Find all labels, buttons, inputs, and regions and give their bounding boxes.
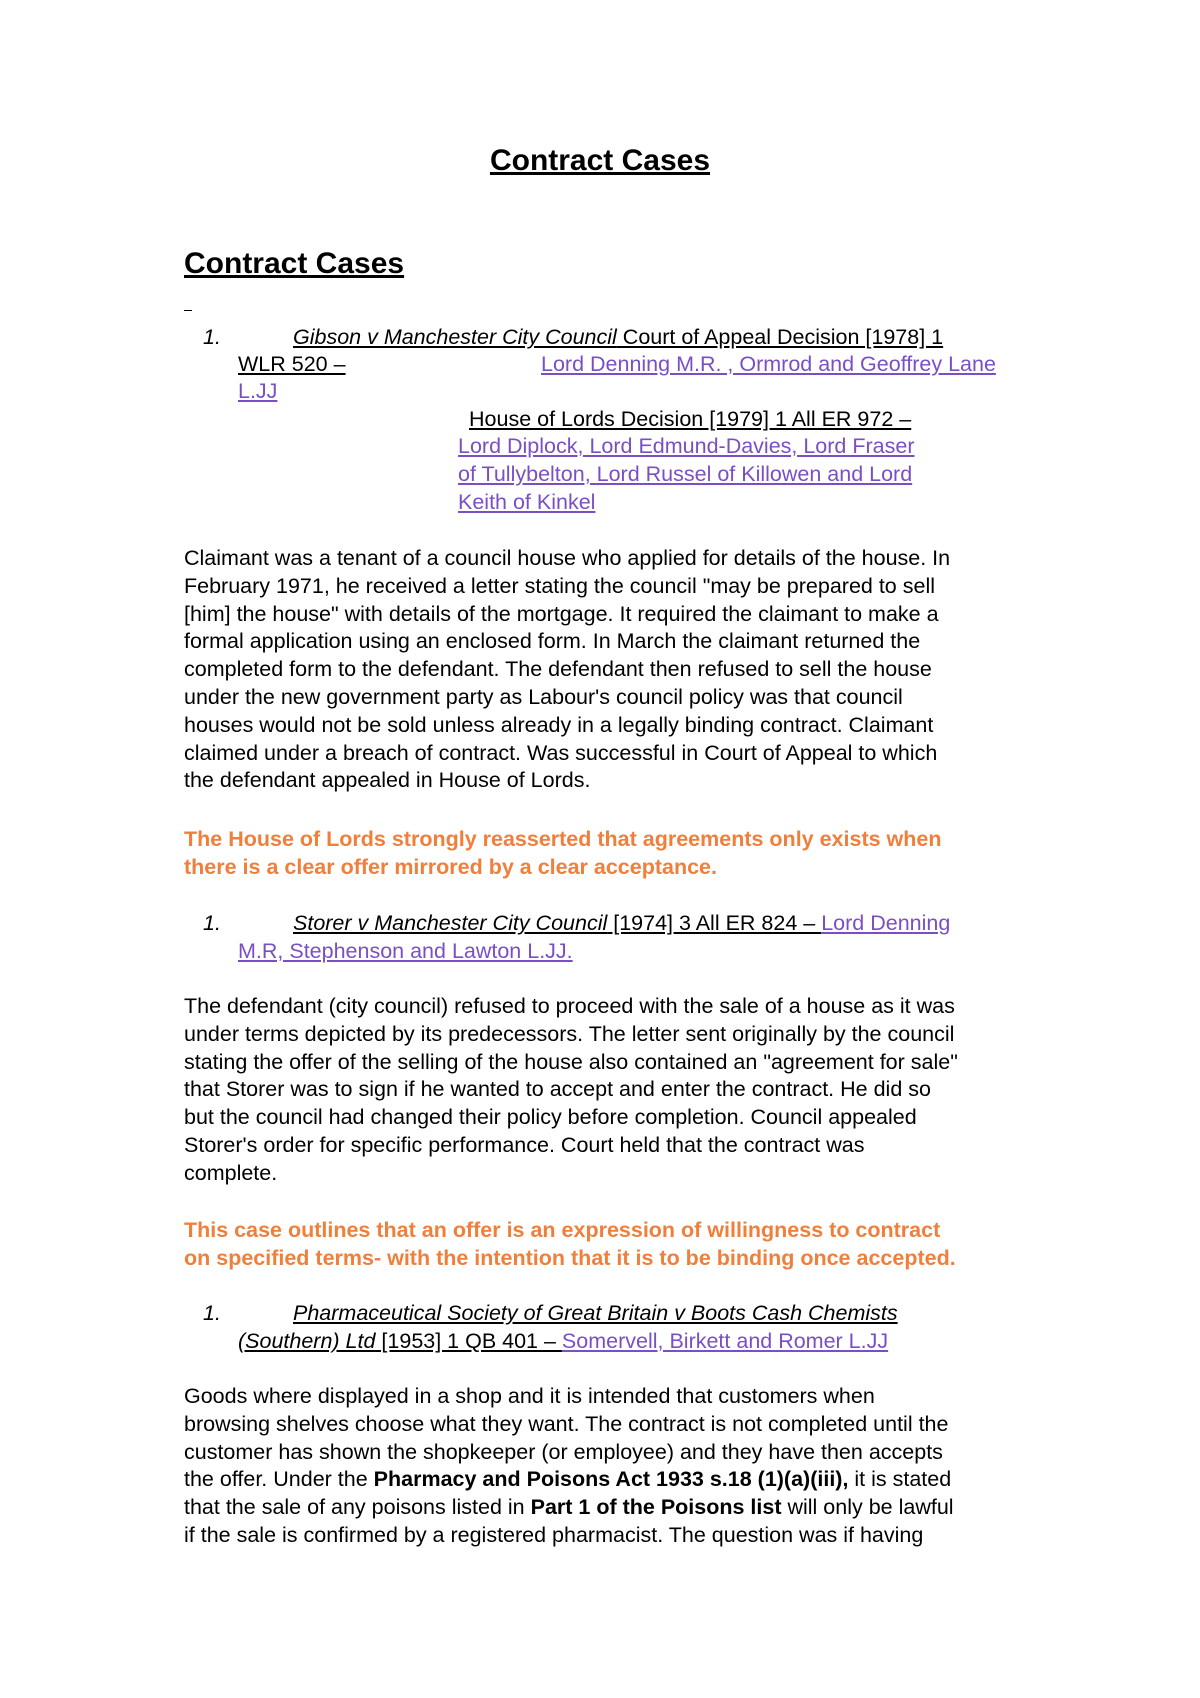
paragraph-line: that Storer was to sign if he wanted to accept and enter the contract. He did so [184,1077,931,1102]
paragraph-line: claimed under a breach of contract. Was successful in Court of Appeal to which [184,740,938,765]
case-1-name: Gibson v Manchester City Council [293,325,617,349]
poisons-list-reference: Part 1 of the Poisons list [530,1495,782,1520]
case-3-citation: [1953] 1 QB 401 – [375,1329,562,1353]
case-2-name: Storer v Manchester City Council [293,911,608,935]
case-1-hol-line [469,405,911,433]
paragraph-line: [him] the house" with details of the mortgage. It required the claimant to make a [184,601,939,626]
case-1-heading-line [293,323,943,351]
paragraph-line: customer has shown the shopkeeper (or employee) and they have then accepts [184,1439,943,1464]
case-2-judges-a[interactable]: Lord Denning [821,911,951,935]
principle-line: The House of Lords strongly reasserted that agreements only exists when [184,827,942,851]
case-2-number: 1. [203,911,221,935]
text-run: that the sale of any poisons listed in [184,1495,531,1520]
case-1-court: Court of Appeal Decision [1978] 1 [616,325,944,349]
statute-reference: Pharmacy and Poisons Act 1933 s.18 (1)(a)(iii), [373,1467,849,1492]
case-1-hol-decision: House of Lords Decision [1979] 1 All ER 972 – [469,407,912,431]
case-1-citation-line [238,350,346,378]
text-run: the offer. Under the [184,1467,374,1492]
case-3-heading-line [293,1299,898,1327]
case-2-principle [184,1216,956,1272]
case-3-number: 1. [203,1301,221,1325]
paragraph-line: under the new government party as Labour's council policy was that council [184,684,903,709]
case-2-judges-b[interactable]: M.R, Stephenson and Lawton L.JJ. [238,939,573,963]
paragraph-line: if the sale is confirmed by a registered pharmacist. The question was if having [184,1522,924,1547]
case-2-facts [184,993,958,1188]
case-1-judges-line-a [541,350,996,378]
paragraph-line: stating the offer of the selling of the house also contained an "agreement for sale" [184,1049,958,1074]
paragraph-line: Goods where displayed in a shop and it is intended that customers when [184,1384,875,1408]
paragraph-line: under terms depicted by its predecessors. The letter sent originally by the council [184,1021,955,1046]
text-run: will only be lawful [781,1495,954,1520]
case-1-hol-judges-line-2 [458,488,595,516]
case-2-heading-line [293,909,950,937]
case-1-principle [184,825,941,881]
case-1-hol-judges-line-1 [458,460,912,488]
case-3-name-b: (Southern) Ltd [238,1329,376,1353]
stray-underline [184,296,192,311]
paragraph-line: complete. [184,1160,278,1185]
paragraph-line: the defendant appealed in House of Lords. [184,768,591,793]
paragraph-line: browsing shelves choose what they want. The contract is not completed until the [184,1411,949,1436]
case-1-hol-judges-line-0 [458,432,914,460]
case-1-judges-line-b [238,377,277,405]
case-3-judges[interactable]: Somervell, Birkett and Romer L.JJ [561,1329,889,1353]
paragraph-line [184,1466,954,1494]
paragraph-line [184,1494,954,1522]
text-run: it is stated [848,1467,952,1492]
document-title: Contract Cases [489,144,711,177]
paragraph-line: houses would not be sold unless already in a legally binding contract. Claimant [184,712,934,737]
section-heading: Contract Cases [184,247,405,280]
case-3-name-a: Pharmaceutical Society of Great Britain v Boots Cash Chemists [293,1301,898,1325]
case-1-citation: WLR 520 – [238,352,346,376]
case-1-judges-b[interactable]: L.JJ [238,379,278,403]
paragraph-line: The defendant (city council) refused to proceed with the sale of a house as it was [184,994,955,1018]
case-1-hol-judges-1[interactable]: of Tullybelton, Lord Russel of Killowen and Lord [458,462,913,486]
principle-line: there is a clear offer mirrored by a clear acceptance. [184,855,717,879]
case-2-citation: [1974] 3 All ER 824 – [607,911,822,935]
paragraph-line: Storer's order for specific performance. Court held that the contract was [184,1132,865,1157]
case-3-facts [184,1383,954,1550]
principle-line: This case outlines that an offer is an expression of willingness to contract [184,1218,941,1242]
paragraph-line: February 1971, he received a letter stating the council "may be prepared to sell [184,573,935,598]
paragraph-line: but the council had changed their policy before completion. Council appealed [184,1105,917,1130]
case-1-hol-judges-0[interactable]: Lord Diplock, Lord Edmund-Davies, Lord Fraser [458,434,915,458]
principle-line: on specified terms- with the intention that it is to be binding once accepted. [184,1246,956,1270]
paragraph-line: formal application using an enclosed form. In March the claimant returned the [184,629,921,654]
case-1-facts [184,545,950,795]
case-3-heading-line-b [238,1327,888,1355]
case-1-hol-judges-2[interactable]: Keith of Kinkel [458,490,596,514]
paragraph-line: completed form to the defendant. The defendant then refused to sell the house [184,657,932,682]
case-2-judges-line-b [238,937,573,965]
case-1-judges-a[interactable]: Lord Denning M.R. , Ormrod and Geoffrey Lane [541,352,996,376]
case-1-number: 1. [203,325,221,349]
paragraph-line: Claimant was a tenant of a council house who applied for details of the house. In [184,546,951,570]
